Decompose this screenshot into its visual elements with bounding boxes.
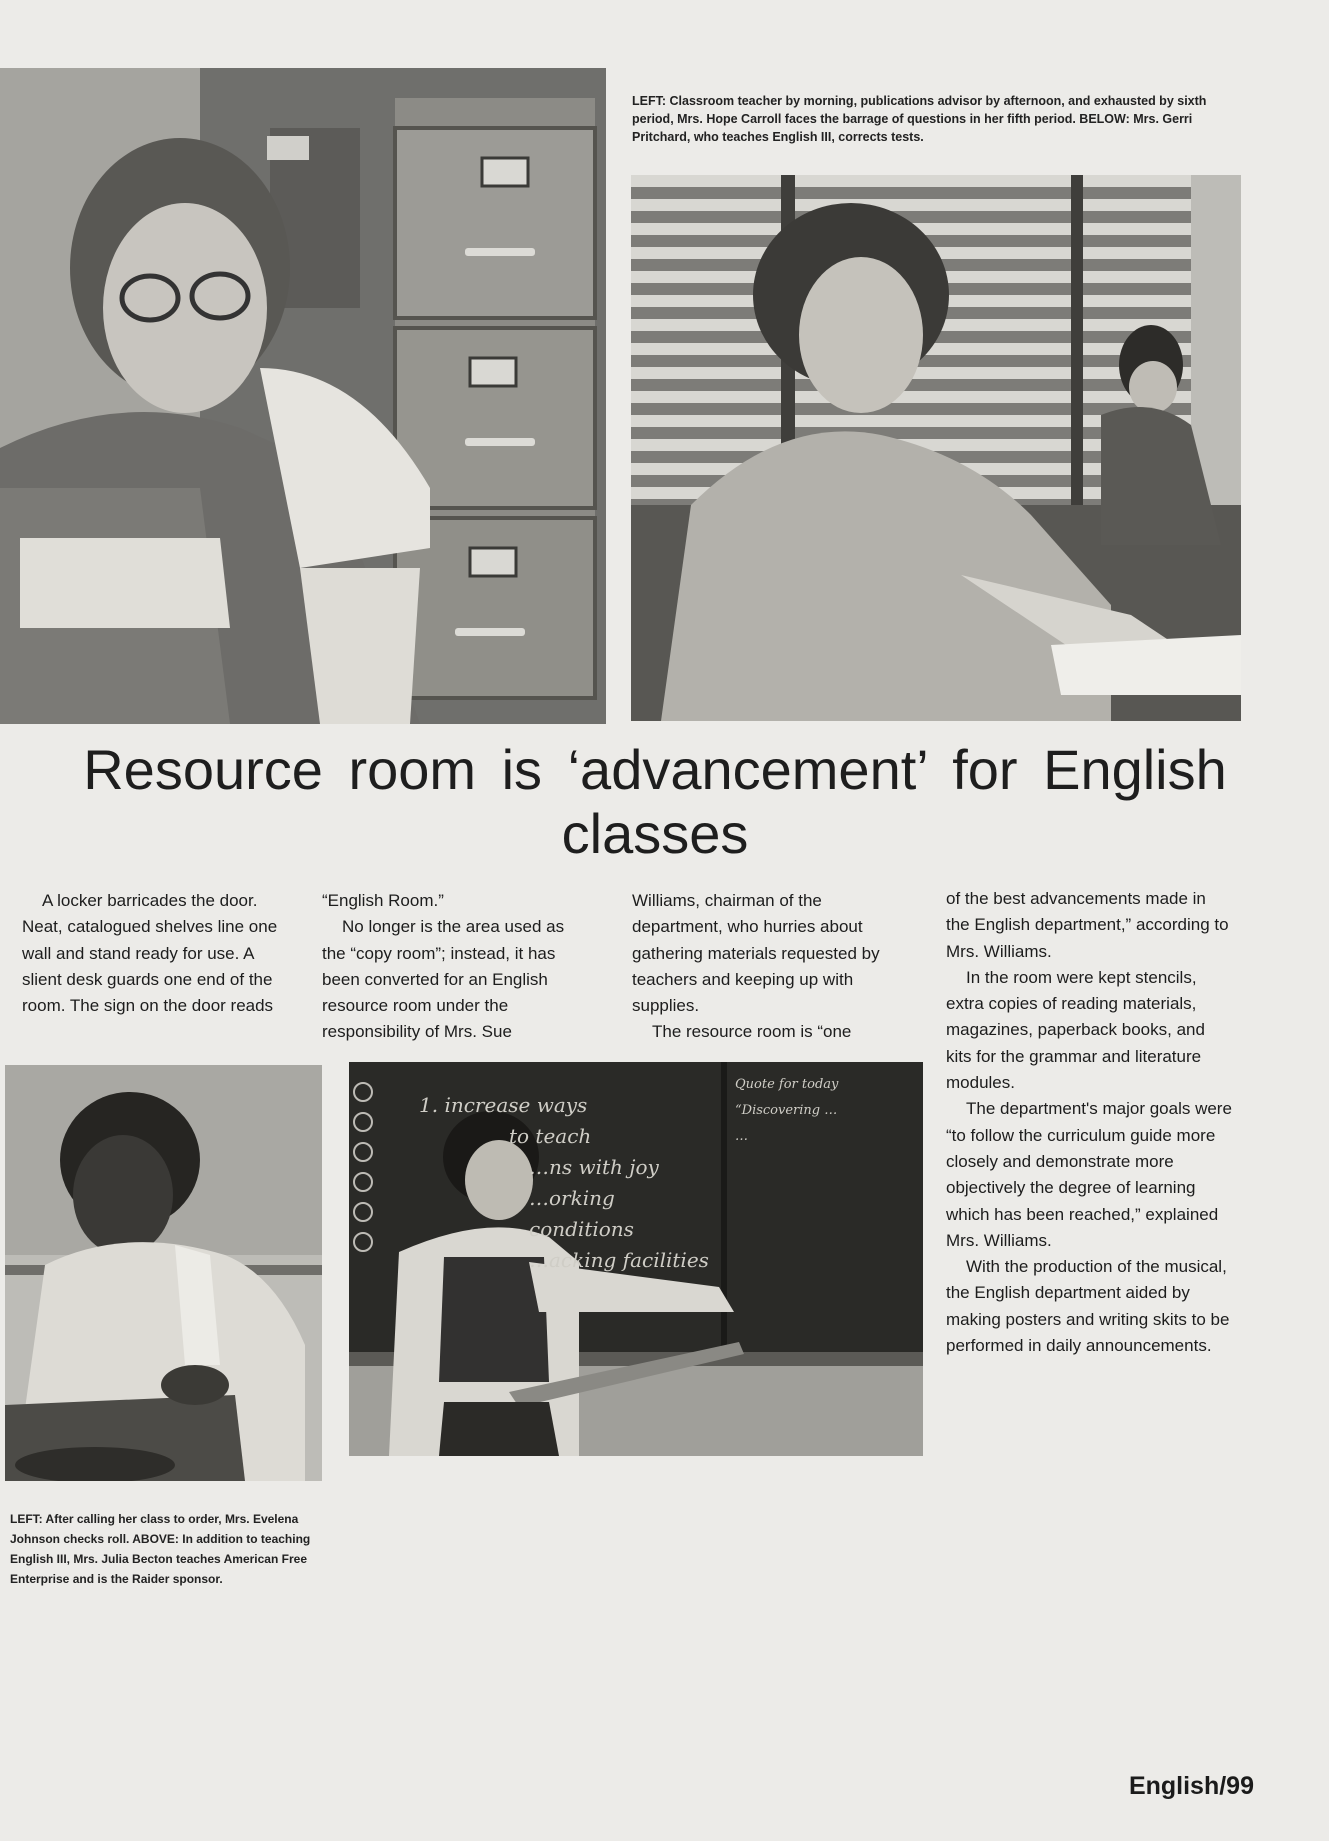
chalk-line: …orking conditions [529,1186,634,1241]
paragraph: Williams, chairman of the department, who hurries about gathering materials requested by teachers and keeping up with supplies. [632,891,880,1016]
paragraph: of the best advancements made in the English department,” according to Mrs. Williams. [946,889,1229,961]
paragraph: In the room were kept stencils, extra copies of reading materials, magazines, paperback books, and kits for the grammar and literature modules. [946,967,1205,1093]
chalkboard-left-text [419,1090,709,1276]
chalk-line: … [735,1129,748,1144]
photo-julia-becton [349,1062,923,1456]
paragraph: “English Room.” [322,891,444,910]
paragraph: No longer is the area used as the “copy room”; instead, it has been converted for an English resource room under the responsibility of Mrs. Sue [322,917,565,1042]
caption-bottom: LEFT: After calling her class to order, Mrs. Evelena Johnson checks roll. ABOVE: In addition to teaching English III, Mrs. Julia Becton teaches American Free Enterprise and is the Raider sponsor. [10,1512,311,1586]
photo-gerri-pritchard [631,175,1241,721]
chalk-line: …acking facilities [529,1248,709,1272]
caption-top: LEFT: Classroom teacher by morning, publications advisor by afternoon, and exhausted by sixth period, Mrs. Hope Carroll faces the barrage of questions in her fifth period. BELOW: Mrs. Gerri Pritchard, who teaches English III, corrects tests. [632,94,1207,144]
chalk-line: Quote for today [735,1077,839,1092]
chalk-line: “Discovering … [735,1103,838,1118]
body-column-4 [946,886,1234,1359]
body-column-2 [322,888,592,1046]
photo-evelena-johnson [5,1065,322,1481]
body-column-1 [22,888,278,1019]
chalk-line: …ns with joy [529,1155,659,1179]
headline: Resource room is ‘advancement’ for English classes [83,738,1227,865]
paragraph: A locker barricades the door. Neat, catalogued shelves line one wall and stand ready for use. A slient desk guards one end of the room. The sign on the door reads [22,891,278,1016]
page-folio: English/99 [1128,1772,1254,1800]
paragraph: With the production of the musical, the English department aided by making posters and writing skits to be performed in daily announcements. [946,1257,1230,1356]
chalkboard-right-text [735,1072,915,1150]
paragraph: The department's major goals were “to follow the curriculum guide more closely and demonstrate more objectively the degree of learning which has been reached,” explained Mrs. Williams. [946,1099,1232,1250]
body-column-3 [632,888,912,1046]
chalk-line: to teach [509,1124,592,1148]
photo-hope-carroll [0,68,606,724]
chalk-line: 1. increase ways [419,1093,588,1117]
paragraph: The resource room is “one [652,1022,852,1042]
